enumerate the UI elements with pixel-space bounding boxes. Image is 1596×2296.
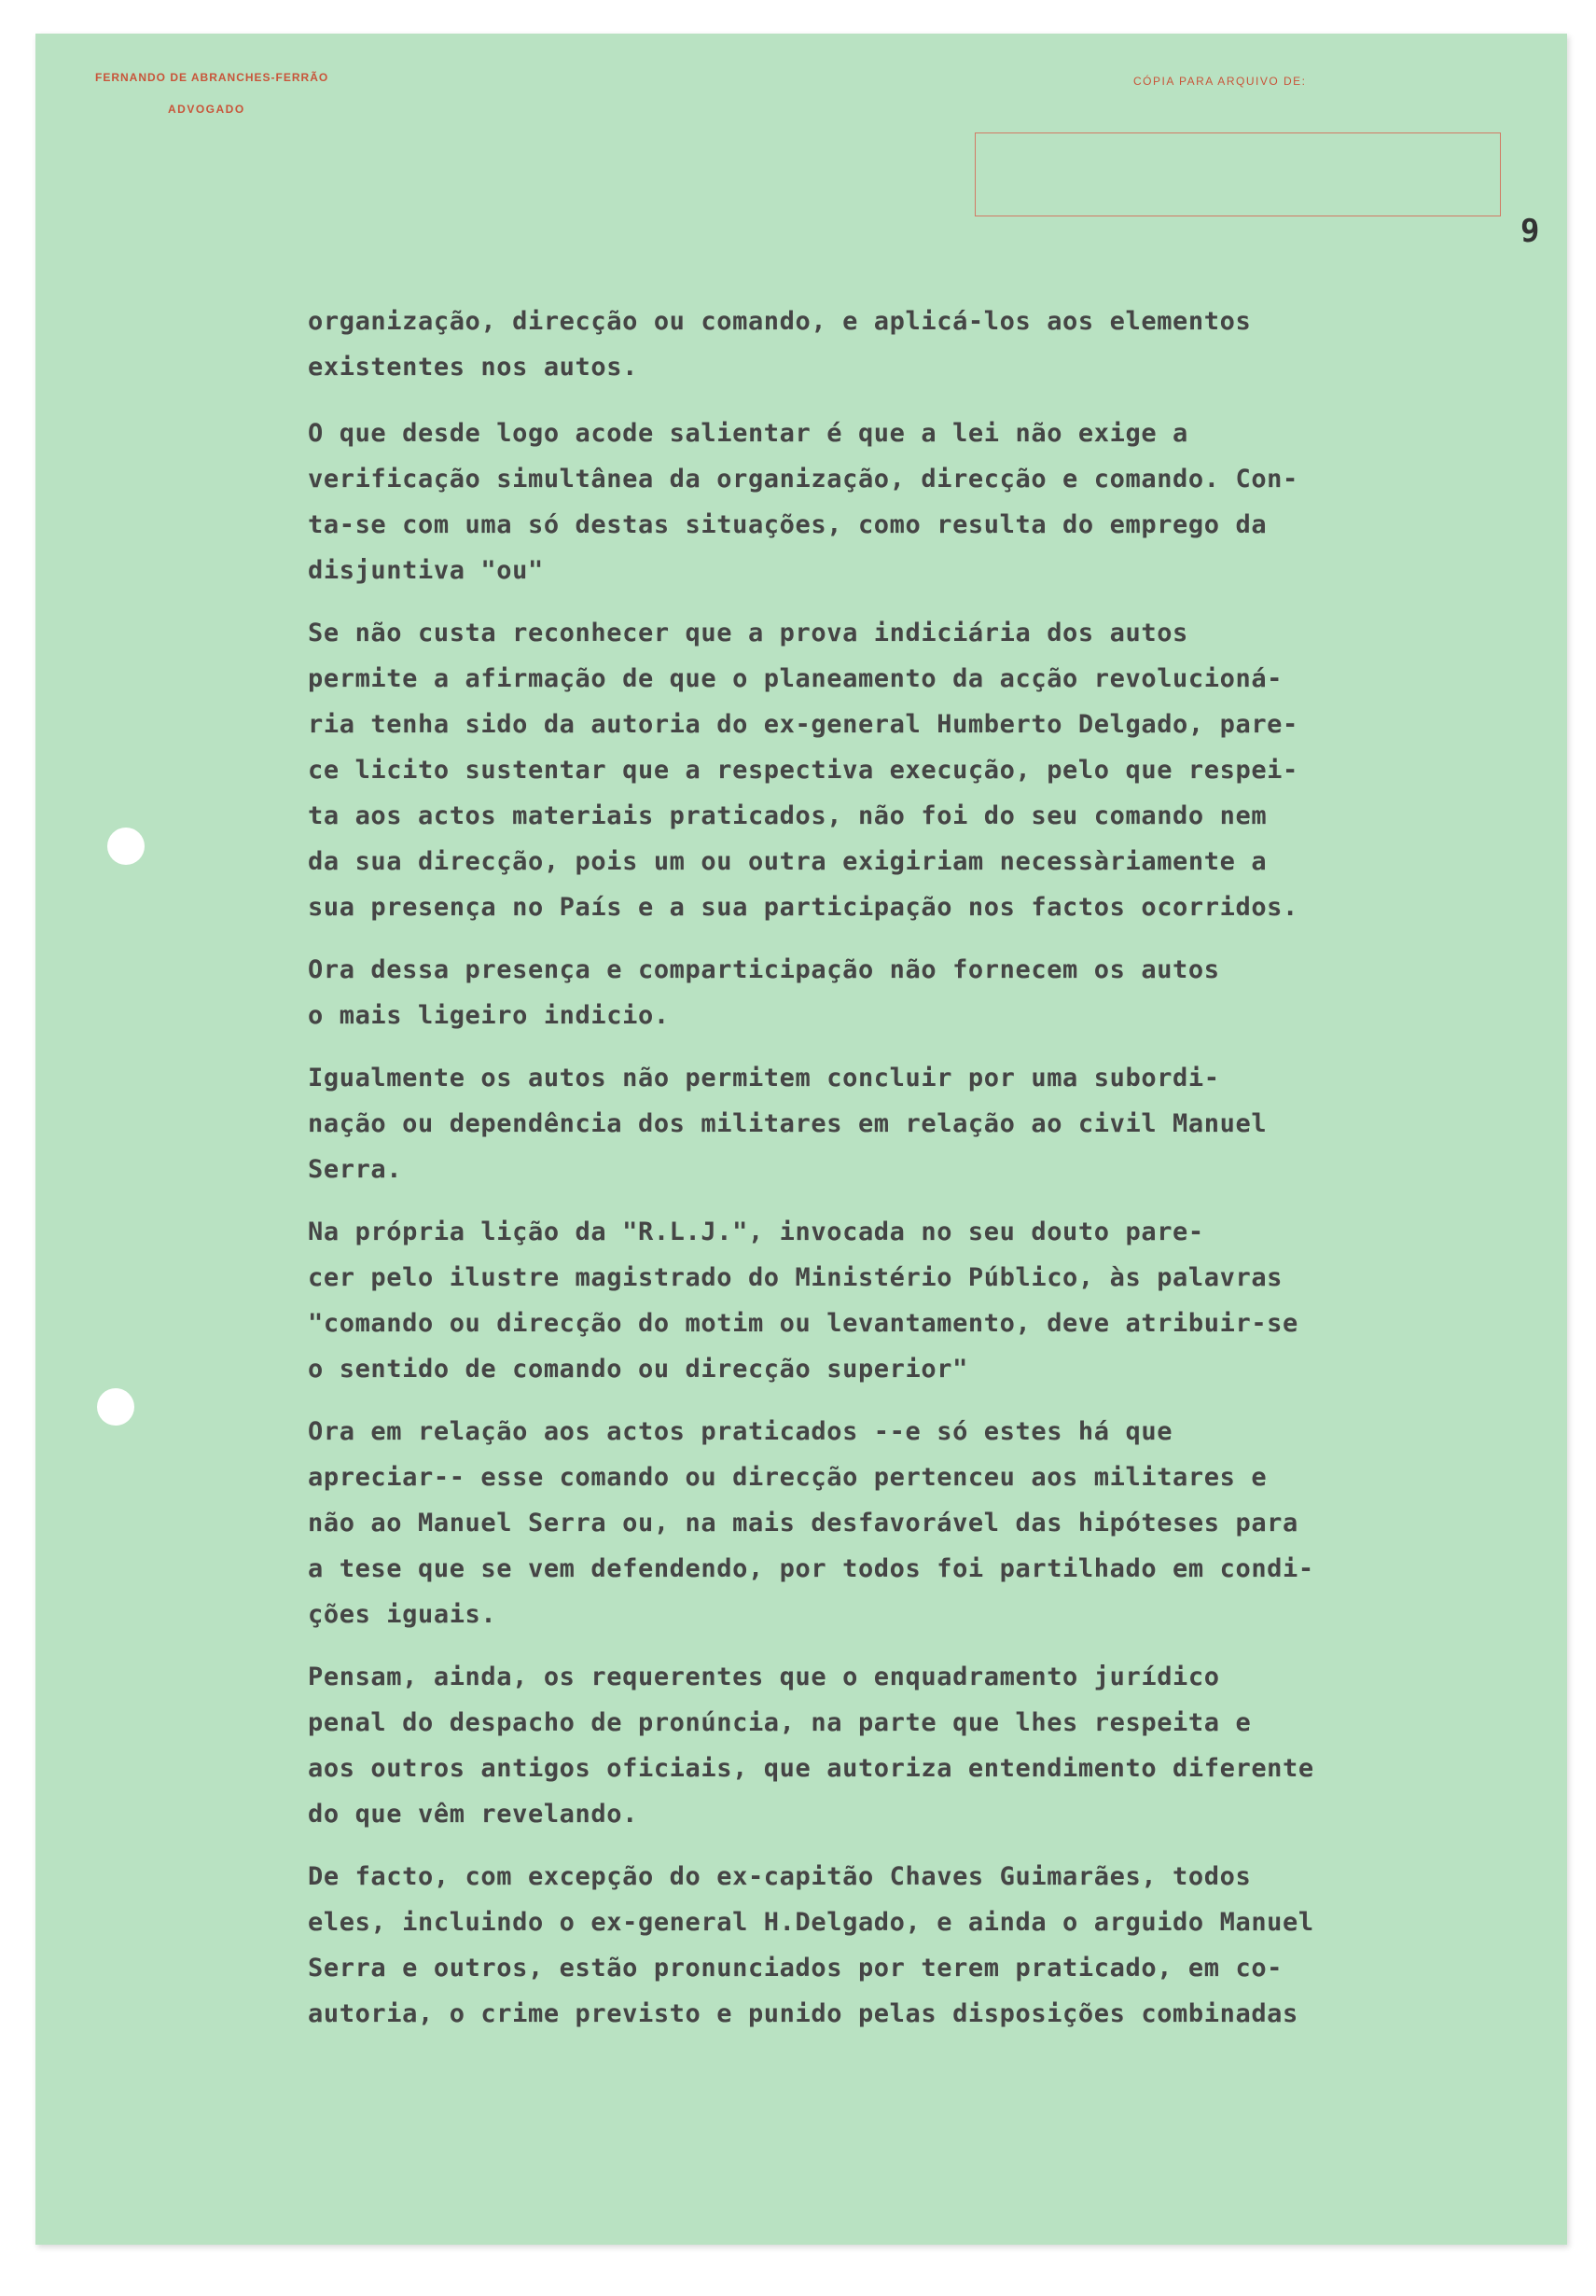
copy-archive-label: CÓPIA PARA ARQUIVO DE: xyxy=(1133,75,1307,88)
paragraph-6: Na própria lição da "R.L.J.", invocada no seu douto pare- cer pelo ilustre magistrado do Ministério Público, às palavras "comando ou direcção do motim ou levantamento, deve atribuir-se o sentido de comando ou direcção superior" xyxy=(308,1218,1298,1384)
page-number: 9 xyxy=(1520,213,1540,250)
punch-hole-lower xyxy=(97,1388,134,1426)
paragraph-5: Igualmente os autos não permitem concluir por uma subordi- nação ou dependência dos militares em relação ao civil Manuel Serra. xyxy=(308,1064,1268,1184)
paragraph-3: Se não custa reconhecer que a prova indiciária dos autos permite a afirmação de que o planeamento da acção revolucioná- ria tenha sido da autoria do ex-general Humberto Delgado, pare- ce licito sustentar que a respectiva execução, pelo que respei- ta aos actos materiais praticados, não foi do seu comando nem da sua direcção, pois um ou outra exigiriam necessàriamente a sua presença no País e a sua participação nos factos ocorridos. xyxy=(308,619,1298,922)
paragraph-4: Ora dessa presença e comparticipação não fornecem os autos o mais ligeiro indicio. xyxy=(308,955,1220,1030)
paragraph-7: Ora em relação aos actos praticados --e só estes há que apreciar-- esse comando ou direcção pertenceu aos militares e não ao Manuel Serra ou, na mais desfavorável das hipóteses para a tese que se vem defendendo, por todos foi partilhado em condi- ções iguais. xyxy=(308,1417,1314,1629)
paragraph-8: Pensam, ainda, os requerentes que o enquadramento jurídico penal do despacho de pronúncia, na parte que lhes respeita e aos outros antigos oficiais, que autoriza entendimento diferente do que vêm revelando. xyxy=(308,1663,1314,1829)
paragraph-9: De facto, com excepção do ex-capitão Chaves Guimarães, todos eles, incluindo o ex-general H.Delgado, e ainda o arguido Manuel Serra e outros, estão pronunciados por terem praticado, em co- autoria, o crime previsto e punido pelas disposições combinadas xyxy=(308,1862,1314,2028)
letterhead-title: ADVOGADO xyxy=(168,103,245,116)
document-body xyxy=(308,299,1548,2053)
copy-archive-box xyxy=(975,132,1501,216)
paragraph-1: organização, direcção ou comando, e aplicá-los aos elementos existentes nos autos. xyxy=(308,307,1252,382)
letterhead-name: FERNANDO DE ABRANCHES-FERRÃO xyxy=(95,71,329,84)
paragraph-2: O que desde logo acode salientar é que a lei não exige a verificação simultânea da organização, direcção e comando. Con- ta-se com uma só destas situações, como resulta do emprego da disjuntiva "ou" xyxy=(308,419,1298,585)
punch-hole-upper xyxy=(107,828,145,865)
